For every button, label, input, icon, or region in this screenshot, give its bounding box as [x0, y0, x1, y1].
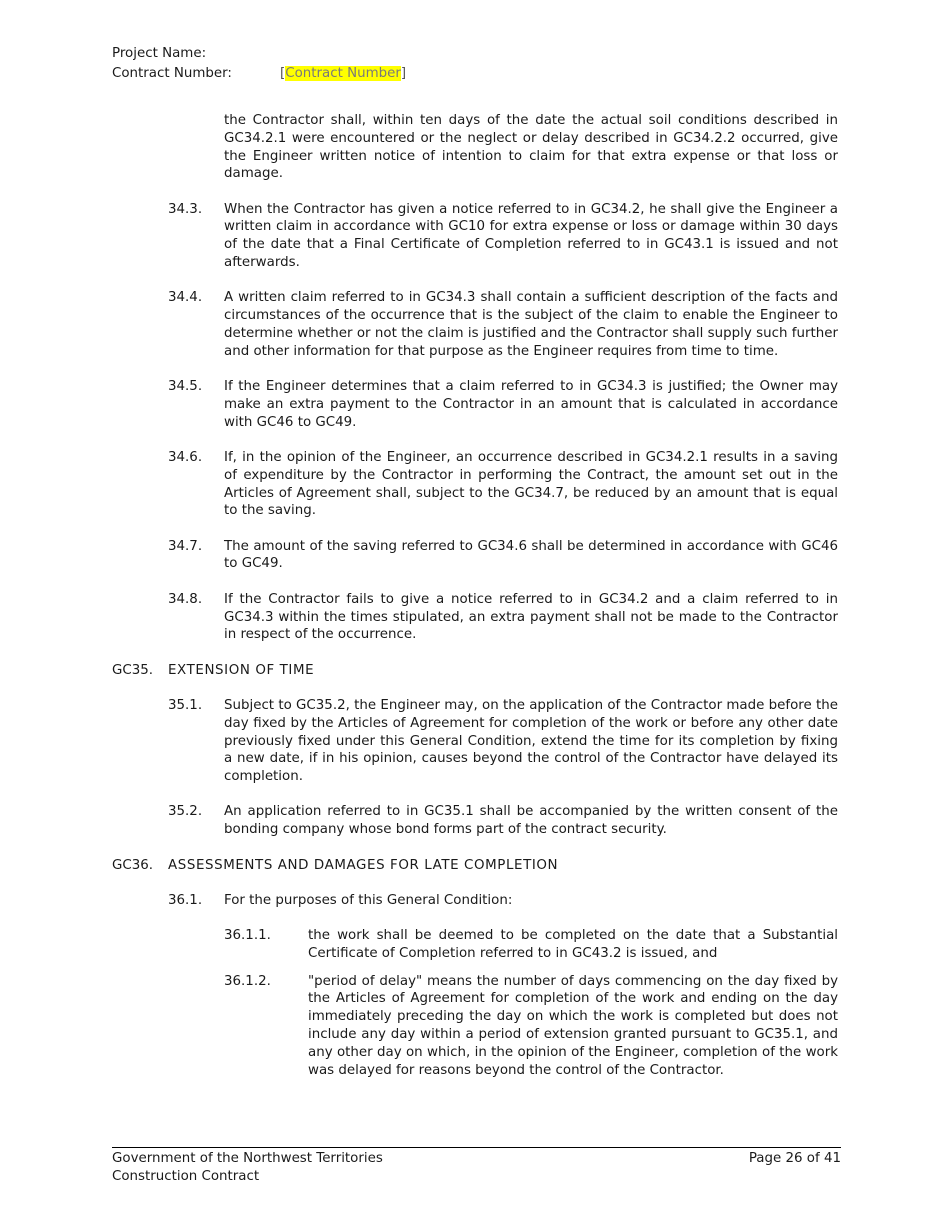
clause-34-8 [112, 591, 838, 644]
subclause-number: 36.1.1. [224, 928, 271, 944]
subclause-36-1-2 [112, 973, 838, 1080]
document-body [112, 112, 838, 1089]
clause-number: 34.7. [168, 538, 203, 554]
clause-text: When the Contractor has given a notice referred to in GC34.2, he shall give the Engineer a written claim in accordance with GC10 for extra expense or loss or damage within 30 days of the date that a Final Certificate of Completion referred to in GC43.1 is issued and not afterwards. [224, 201, 838, 271]
page-footer [112, 1147, 841, 1186]
subclause-text: "period of delay" means the number of days commencing on the day fixed by the Articles of Agreement for completion of the work and ending on the day immediately preceding the day on which the work is completed but does not include any day within a period of extension granted pursuant to GC35.1, and any other day on which, in the opinion of the Engineer, completion of the work was delayed for reasons beyond the control of the Contractor. [308, 973, 838, 1078]
clause-text: If the Engineer determines that a claim referred to in GC34.3 is justified; the Owner may make an extra payment to the Contractor in an amount that is calculated in accordance with GC46 to GC49. [224, 379, 838, 430]
clause-text: Subject to GC35.2, the Engineer may, on the application of the Contractor made before the day fixed by the Articles of Agreement for completion of the work or before any other date previously fixed under this General Condition, extend the time for its completion by fixing a new date, if in his opinion, causes beyond the control of the Contractor have delayed its completion. [224, 697, 838, 785]
footer-document-type: Construction Contract [112, 1168, 260, 1184]
section-number: GC35. [112, 662, 154, 678]
clause-text: If the Contractor fails to give a notice referred to in GC34.2 and a claim referred to in GC34.3 within the times stipulated, an extra payment shall not be made to the Contractor in respect of the occurrence. [224, 591, 838, 643]
clause-number: 34.3. [168, 201, 203, 217]
page-number: Page 26 of 41 [748, 1151, 841, 1166]
subclause-text: the work shall be deemed to be completed on the date that a Substantial Certificate of Completion referred to in GC43.2 is issued, and [308, 928, 838, 961]
clause-text: For the purposes of this General Condition: [224, 892, 513, 908]
project-name-row [112, 45, 512, 65]
clause-34-3 [112, 201, 838, 272]
footer-left [112, 1150, 383, 1186]
clause-number: 35.2. [168, 804, 203, 820]
clause-35-2 [112, 803, 838, 839]
clause-number: 34.4. [168, 290, 203, 306]
section-title: EXTENSION OF TIME [168, 662, 315, 678]
contract-number-value: Contract Number [285, 65, 401, 81]
clause-number: 34.5. [168, 379, 203, 395]
clause-number: 34.8. [168, 591, 203, 607]
clause-35-1 [112, 697, 838, 786]
subclause-36-1-1 [112, 927, 838, 963]
project-name-label: Project Name: [112, 46, 207, 61]
clause-34-4 [112, 289, 838, 360]
clause-number: 34.6. [168, 449, 203, 465]
contract-number-row [112, 65, 512, 85]
clause-34-6 [112, 449, 838, 520]
clause-number: 36.1. [168, 892, 203, 908]
clause-34-5 [112, 378, 838, 431]
clause-text: The amount of the saving referred to GC34.6 shall be determined in accordance with GC46 to GC49. [224, 538, 838, 572]
clause-number: 35.1. [168, 697, 203, 713]
footer-organization: Government of the Northwest Territories [112, 1151, 383, 1166]
contract-number-field[interactable]: [Contract Number] [280, 65, 407, 81]
section-number: GC36. [112, 857, 154, 873]
subclause-number: 36.1.2. [224, 973, 271, 989]
clause-34-7 [112, 538, 838, 574]
section-heading-gc35 [112, 662, 838, 680]
page-header [112, 45, 512, 84]
continued-paragraph: the Contractor shall, within ten days of the date the actual soil conditions described in GC34.2.1 were encountered or the neglect or delay described in GC34.2.2 occurred, give the Engineer written notice of intention to claim for that extra expense or that loss or damage. [224, 113, 838, 182]
clause-text: An application referred to in GC35.1 shall be accompanied by the written consent of the bonding company whose bond forms part of the contract security. [224, 804, 838, 838]
clause-text: A written claim referred to in GC34.3 shall contain a sufficient description of the facts and circumstances of the occurrence that is the subject of the claim to enable the Engineer to determine whether or not the claim is justified and the Contractor shall supply such further and other information for that purpose as the Engineer requires from time to time. [224, 290, 838, 359]
section-heading-gc36 [112, 857, 838, 875]
clause-36-1 [112, 892, 838, 910]
clause-text: If, in the opinion of the Engineer, an occurrence described in GC34.2.1 results in a saving of expenditure by the Contractor in performing the Contract, the amount set out in the Articles of Agreement shall, subject to the GC34.7, be reduced by an amount that is equal to the saving. [224, 449, 838, 519]
section-title: ASSESSMENTS AND DAMAGES FOR LATE COMPLETION [168, 857, 559, 873]
contract-number-label: Contract Number: [112, 65, 232, 81]
